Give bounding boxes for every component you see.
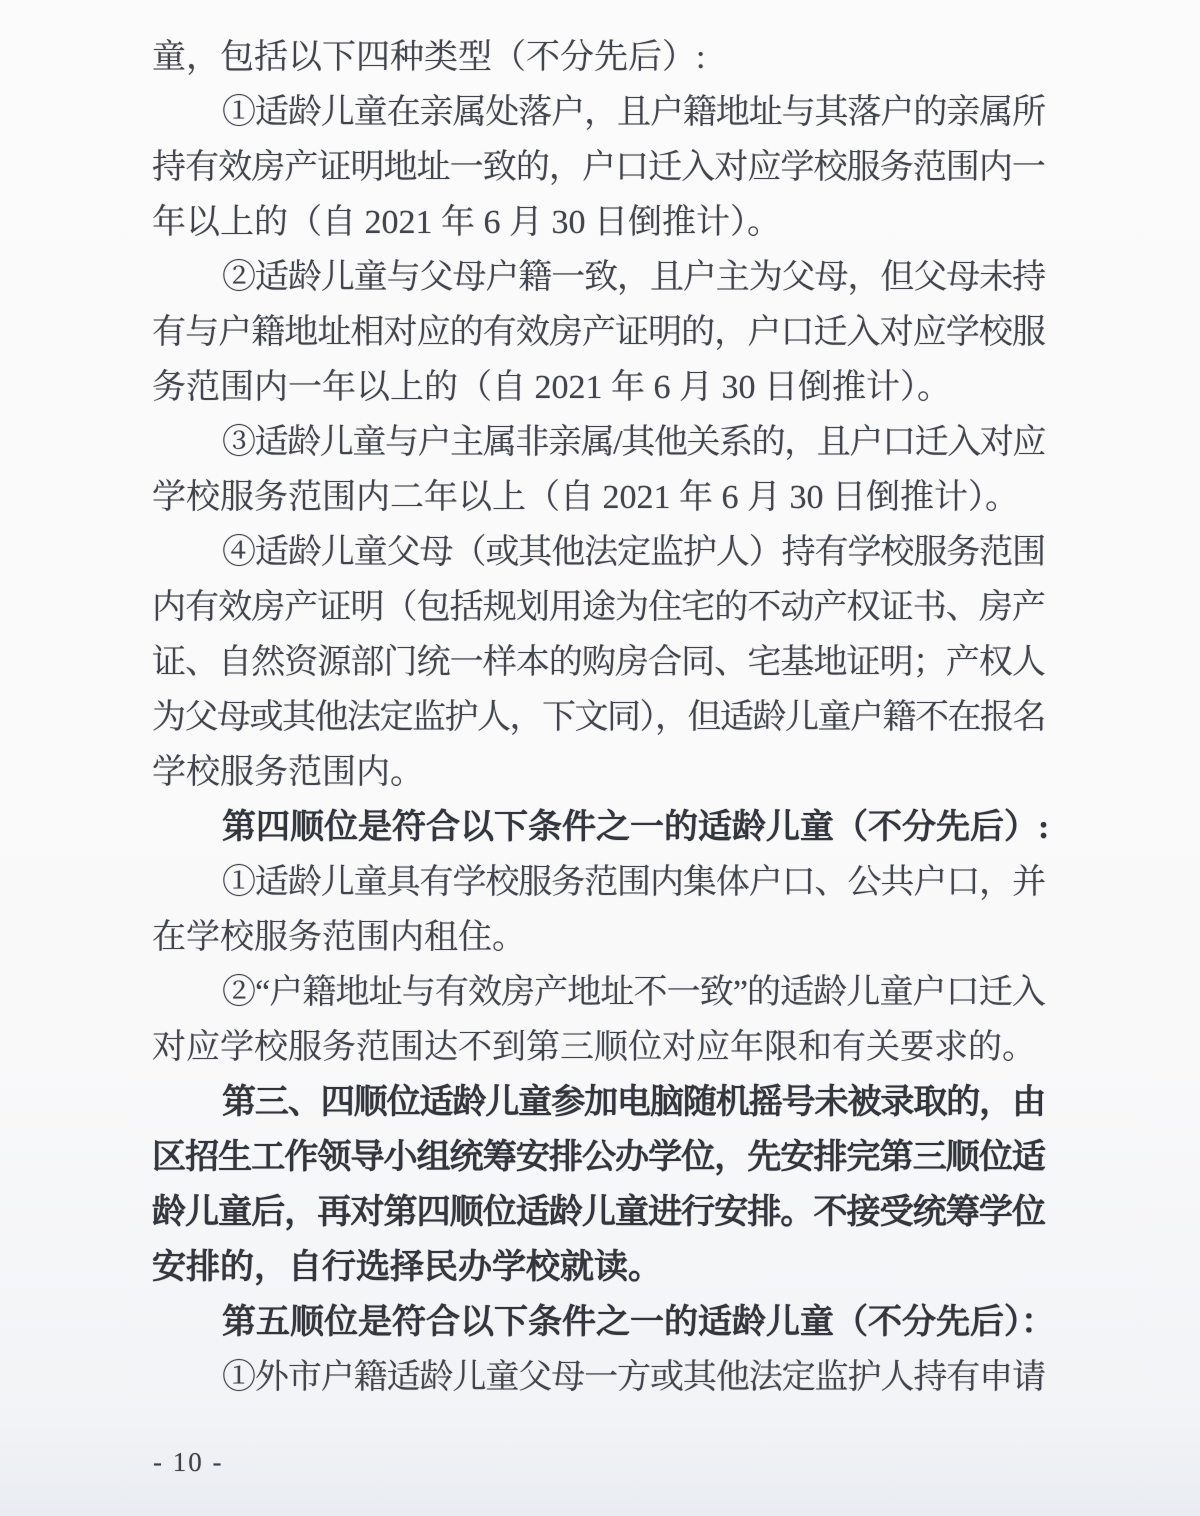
text-line — [152, 1185, 1045, 1240]
text-line — [152, 305, 1045, 360]
text-line — [152, 415, 1045, 470]
text-line — [152, 635, 1045, 690]
text-line-content: 区招生工作领导小组统筹安排公办学位，先安排完第三顺位适 — [152, 1139, 1045, 1176]
text-line — [152, 800, 1050, 855]
text-line — [152, 470, 1045, 525]
text-line-content: 在学校服务范围内租住。 — [152, 919, 526, 956]
text-line-content: 内有效房产证明（包括规划用途为住宅的不动产权证书、房产 — [152, 589, 1045, 626]
document-lines — [152, 30, 1055, 1405]
text-line-content: 务范围内一年以上的（自 2021 年 6 月 30 日倒推计）。 — [152, 369, 951, 406]
page-number: - 10 - — [153, 1447, 224, 1477]
text-line — [152, 1295, 1055, 1350]
text-line-content: 第五顺位是符合以下条件之一的适龄儿童（不分先后）： — [222, 1304, 1055, 1341]
text-line — [152, 525, 1045, 580]
text-line-content: 证、自然资源部门统一样本的购房合同、宅基地证明；产权人 — [152, 644, 1045, 681]
text-line-content: 第三、四顺位适龄儿童参加电脑随机摇号未被录取的，由 — [222, 1084, 1045, 1121]
text-line — [152, 965, 1045, 1020]
text-line-content: 持有效房产证明地址一致的，户口迁入对应学校服务范围内一 — [152, 149, 1045, 186]
text-line-content: 第四顺位是符合以下条件之一的适龄儿童（不分先后）: — [222, 809, 1050, 846]
text-line-content: ①适龄儿童具有学校服务范围内集体户口、公共户口，并 — [222, 864, 1045, 901]
text-line — [152, 855, 1045, 910]
text-line-content: ④适龄儿童父母（或其他法定监护人）持有学校服务范围 — [222, 534, 1045, 571]
text-line-content: 龄儿童后，再对第四顺位适龄儿童进行安排。不接受统筹学位 — [152, 1194, 1045, 1231]
text-line-content: 对应学校服务范围达不到第三顺位对应年限和有关要求的。 — [152, 1029, 1036, 1066]
text-line-content: 安排的，自行选择民办学校就读。 — [152, 1249, 662, 1286]
text-line-content: 童，包括以下四种类型（不分先后）: — [152, 39, 706, 76]
text-line-content: 有与户籍地址相对应的有效房产证明的，户口迁入对应学校服 — [152, 314, 1045, 351]
text-line — [152, 30, 1045, 85]
text-line-content: ①适龄儿童在亲属处落户，且户籍地址与其落户的亲属所 — [222, 94, 1045, 131]
text-line — [152, 1020, 1045, 1075]
text-line-content: 学校服务范围内。 — [152, 754, 424, 791]
text-line-content: ②适龄儿童与父母户籍一致，且户主为父母，但父母未持 — [222, 259, 1045, 296]
text-line — [152, 1130, 1045, 1185]
text-line-content: 为父母或其他法定监护人，下文同），但适龄儿童户籍不在报名 — [152, 699, 1045, 736]
text-line-content: ①外市户籍适龄儿童父母一方或其他法定监护人持有申请 — [222, 1359, 1045, 1396]
text-line-content: ③适龄儿童与户主属非亲属/其他关系的，且户口迁入对应 — [222, 424, 1045, 461]
text-line — [152, 85, 1045, 140]
text-line — [152, 1075, 1045, 1130]
text-line-content: ②“户籍地址与有效房产地址不一致”的适龄儿童户口迁入 — [222, 974, 1045, 1011]
text-line — [152, 360, 1045, 415]
text-line — [152, 1350, 1045, 1405]
text-line — [152, 745, 1045, 800]
text-line-content: 学校服务范围内二年以上（自 2021 年 6 月 30 日倒推计）。 — [152, 479, 1019, 516]
text-line — [152, 140, 1045, 195]
text-line — [152, 195, 1045, 250]
text-line — [152, 250, 1045, 305]
text-line — [152, 1240, 1045, 1295]
text-line-content: 年以上的（自 2021 年 6 月 30 日倒推计）。 — [152, 204, 781, 241]
text-line — [152, 690, 1045, 745]
text-line — [152, 910, 1045, 965]
text-line — [152, 580, 1045, 635]
